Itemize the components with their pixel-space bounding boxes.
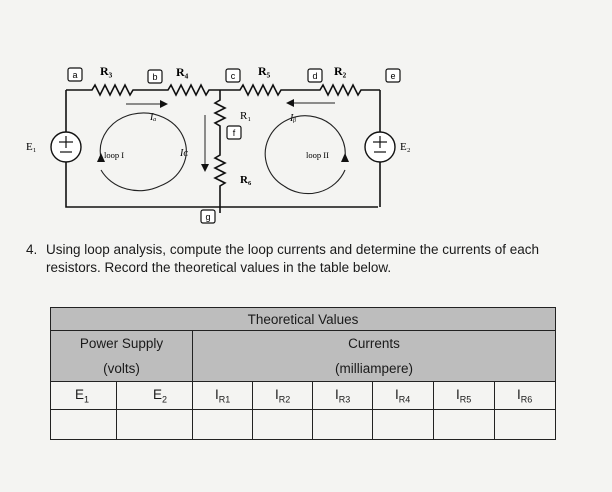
col-e2: $E_2$ xyxy=(117,382,193,410)
loop-2-label: loop II xyxy=(306,150,329,160)
value-ir1[interactable] xyxy=(193,410,253,440)
node-d xyxy=(308,69,322,82)
loop-1-label: loop I xyxy=(104,150,125,160)
r2-label: R₂ xyxy=(334,64,347,78)
col-ir2: $I_{R2}$ xyxy=(253,382,313,410)
r6-label: R₆ xyxy=(240,174,252,186)
question-4 xyxy=(26,241,596,277)
node-f xyxy=(227,126,241,139)
middle-branch xyxy=(215,90,225,213)
col-ir1: $I_{R1}$ xyxy=(193,382,253,410)
value-ir3[interactable] xyxy=(313,410,373,440)
value-ir4[interactable] xyxy=(373,410,434,440)
question-text: Using loop analysis, compute the loop currents and determine the currents of each resistors. Record the theoretical values in the table below. xyxy=(46,242,540,275)
values-row xyxy=(51,410,556,440)
e1-label: E₁ xyxy=(26,141,37,153)
table-title: Theoretical Values xyxy=(51,308,556,331)
circuit-diagram xyxy=(0,0,612,240)
power-supply-unit: (volts) xyxy=(51,356,193,382)
col-ir5: $I_{R5}$ xyxy=(434,382,495,410)
power-supply-header: Power Supply xyxy=(51,331,193,357)
node-b xyxy=(148,70,162,83)
col-ir3: $I_{R3}$ xyxy=(313,382,373,410)
currents-unit: (milliampere) xyxy=(193,356,556,382)
current-ia-label: Iₐ xyxy=(150,112,157,123)
node-e-label: e xyxy=(390,71,396,81)
col-ir4: $I_{R4}$ xyxy=(373,382,434,410)
r4-label: R₄ xyxy=(176,65,189,79)
node-g xyxy=(201,210,215,223)
top-wire xyxy=(66,85,380,95)
node-g-label: g xyxy=(205,212,211,222)
currents-header: Currents xyxy=(193,331,556,357)
source-e1 xyxy=(51,132,81,162)
node-a xyxy=(68,68,82,81)
r3-label: R₃ xyxy=(100,64,113,78)
r5-label: R₅ xyxy=(258,64,271,78)
source-e2 xyxy=(365,132,395,162)
node-d-label: d xyxy=(312,71,318,81)
question-number: 4. xyxy=(26,242,38,257)
node-e xyxy=(386,69,400,82)
value-ir2[interactable] xyxy=(253,410,313,440)
current-ib-label: Iᵦ xyxy=(290,113,297,124)
value-e1[interactable] xyxy=(51,410,117,440)
left-wire xyxy=(66,90,378,207)
value-ir6[interactable] xyxy=(495,410,556,440)
node-f-label: f xyxy=(232,128,236,138)
col-e1: $E_1$ xyxy=(51,382,117,410)
node-b-label: b xyxy=(152,72,158,82)
e2-label: E₂ xyxy=(400,141,411,153)
theoretical-values-table xyxy=(50,307,556,440)
node-c xyxy=(226,69,240,82)
node-a-label: a xyxy=(72,70,78,80)
r1-label: R₁ xyxy=(240,110,252,122)
node-c-label: c xyxy=(230,71,236,81)
column-labels-row xyxy=(51,382,556,410)
value-ir5[interactable] xyxy=(434,410,495,440)
current-ic-label: Iᴄ xyxy=(180,148,188,159)
col-ir6: $I_{R6}$ xyxy=(495,382,556,410)
value-e2[interactable] xyxy=(117,410,193,440)
